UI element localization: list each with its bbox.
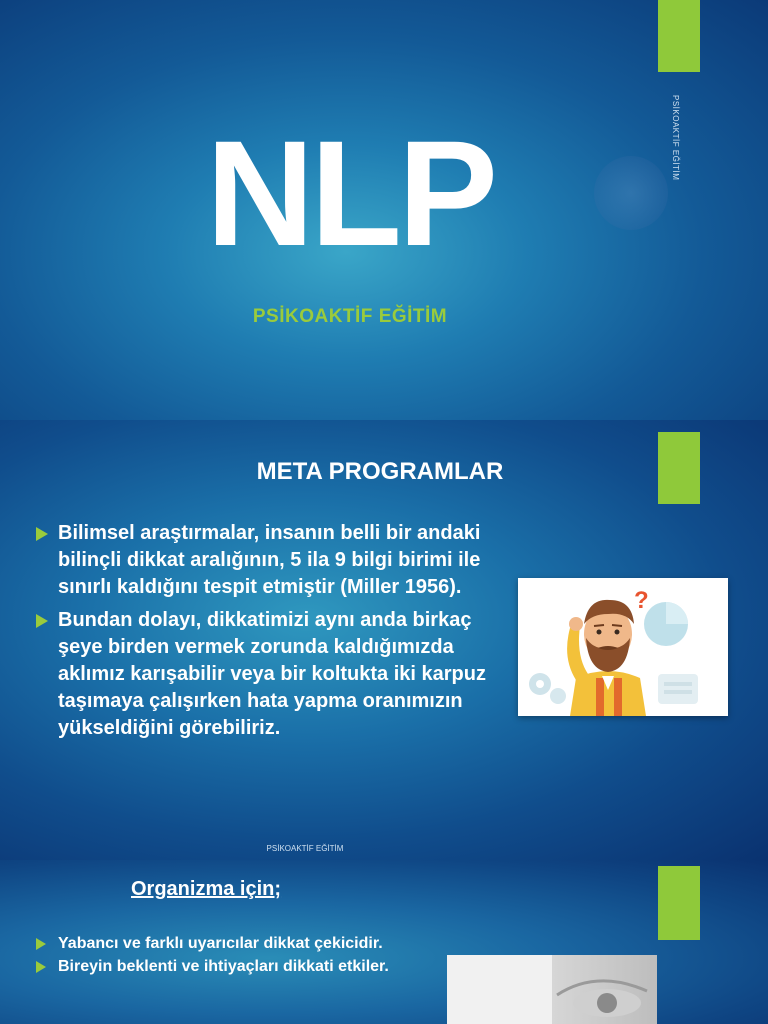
question-mark-icon: ? [634, 587, 649, 614]
bullet-arrow-icon [36, 961, 46, 973]
bullet-item [36, 520, 496, 601]
bullet-text: Bundan dolayı, dikkatimizi aynı anda birkaç şeye birden vermek zorunda kaldığımızda aklımız karışabilir veya bir koltukta iki karpuz taşımaya çalışırken hata yapma oranımızın yükseldiğini görebiliriz. [58, 609, 486, 739]
eye-photo [447, 955, 657, 1024]
slide-footer: PSİKOAKTİF EĞİTİM [266, 844, 344, 853]
bullet-arrow-icon [36, 938, 46, 950]
bullet-item [36, 957, 416, 976]
slide-meta-programs [0, 420, 768, 860]
bullet-item [36, 934, 416, 953]
bullet-text: Bilimsel araştırmalar, insanın belli bir andaki bilinçli dikkat aralığının, 5 ila 9 bilgi birimi ile sınırlı kaldığını tespit etmiştir (Miller 1956). [58, 522, 481, 598]
bullet-arrow-icon [36, 527, 48, 541]
side-label: PSİKOAKTİF EĞİTİM [671, 95, 680, 181]
slide-title [0, 0, 768, 420]
bullet-list [36, 520, 496, 748]
accent-tab [658, 866, 700, 940]
eye-graphic [447, 955, 657, 1024]
slide-heading: Organizma için; [131, 878, 282, 900]
slide-title-text: NLP [206, 109, 494, 277]
bullet-list [36, 934, 416, 980]
bullet-text: Yabancı ve farklı uyarıcılar dikkat çekicidir. [58, 935, 383, 952]
bullet-item [36, 607, 496, 742]
slide-organism [0, 860, 768, 1024]
illustration-graphic [518, 578, 728, 716]
accent-tab [658, 0, 700, 72]
bullet-text: Bireyin beklenti ve ihtiyaçları dikkati etkiler. [58, 958, 389, 975]
slide-heading: META PROGRAMLAR [256, 458, 504, 485]
bullet-arrow-icon [36, 614, 48, 628]
confused-man-illustration [518, 578, 728, 716]
slide-subtitle: PSİKOAKTİF EĞİTİM [252, 306, 448, 327]
